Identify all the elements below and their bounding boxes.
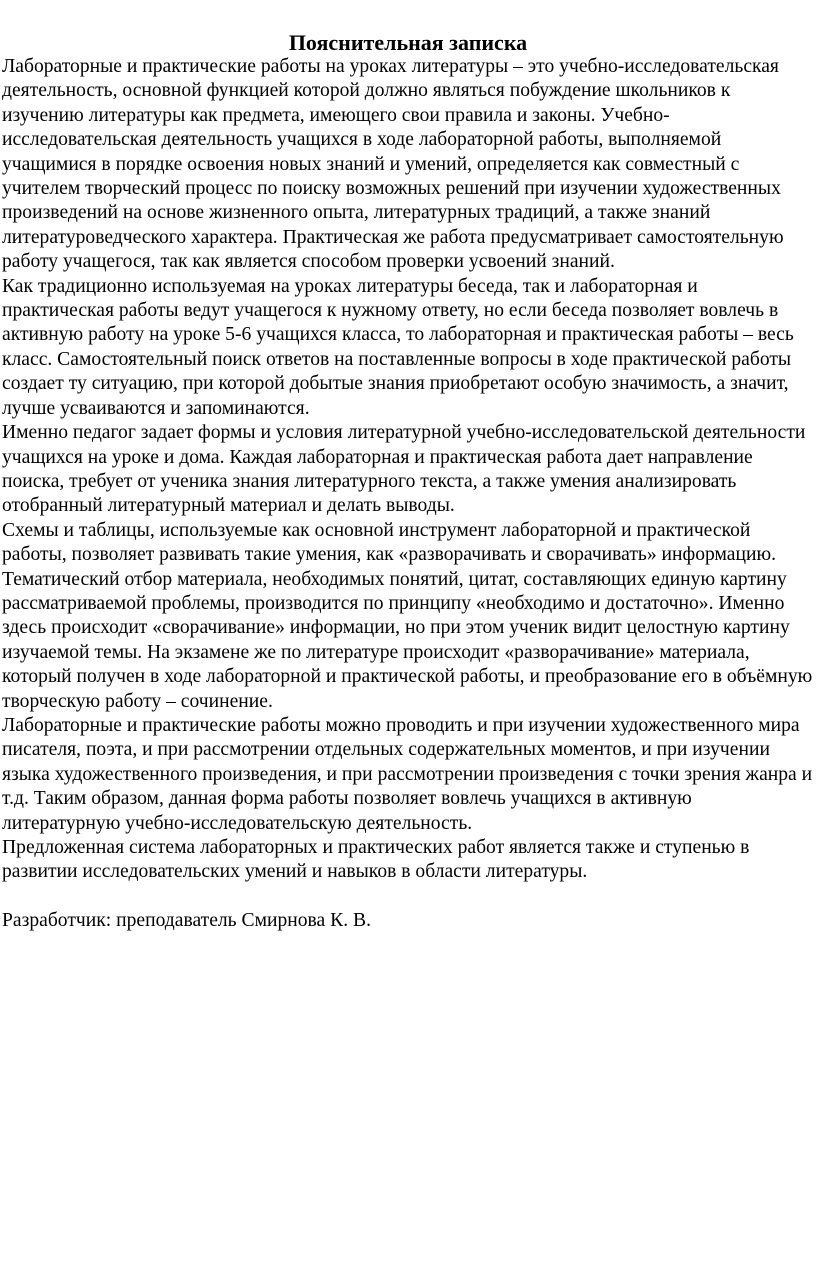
- paragraph-1: Лабораторные и практические работы на уроках литературы – это учебно-исследовательская деятельность, основной функцией которой должно являться побуждение школьников к изучению литературы как предмета, имеющего свои правила и законы. Учебно-исследовательская деятельность учащихся в ходе лабораторной работы, выполняемой учащимися в порядке освоения новых знаний и умений, определяется как совместный с учителем творческий процесс по поиску возможных решений при изучении художественных произведений на основе жизненного опыта, литературных традиций, а также знаний литературоведческого характера. Практическая же работа предусматривает самостоятельную работу учащегося, так как является способом проверки усвоений знаний.: [2, 56, 784, 273]
- document-body: [2, 55, 814, 934]
- paragraph-2: Как традиционно используемая на уроках литературы беседа, так и лабораторная и практическая работы ведут учащегося к нужному ответу, но если беседа позволяет вовлечь в активную работу на уроке 5-6 учащихся класса, то лабораторная и практическая работы – весь класс. Самостоятельный поиск ответов на поставленные вопросы в ходе практической работы создает ту ситуацию, при которой добытые знания приобретают особую значимость, а значит, лучше усваиваются и запоминаются.: [2, 275, 794, 419]
- paragraph-6: Предложенная система лабораторных и практических работ является также и ступенью в развитии исследовательских умений и навыков в области литературы.: [2, 837, 750, 883]
- paragraph-4: Схемы и таблицы, используемые как основной инструмент лабораторной и практической работы, позволяет развивать такие умения, как «разворачивать и сворачивать» информацию. Тематический отбор материала, необходимых понятий, цитат, составляющих единую картину рассматриваемой проблемы, производится по принципу «необходимо и достаточно». Именно здесь происходит «сворачивание» информации, но при этом ученик видит целостную картину изучаемой темы. На экзамене же по литературе происходит «разворачивание» материала, который получен в ходе лабораторной и практической работы, и преобразование его в объёмную творческую работу – сочинение.: [2, 519, 813, 712]
- document-title: Пояснительная записка: [288, 30, 528, 55]
- blank-line: [2, 885, 814, 909]
- paragraph-3: Именно педагог задает формы и условия литературной учебно-исследовательской деятельности учащихся на уроке и дома. Каждая лабораторная и практическая работа дает направление поиска, требует от ученика знания литературного текста, а также умения анализировать отобранный литературный материал и делать выводы.: [2, 422, 806, 517]
- paragraph-5: Лабораторные и практические работы можно проводить и при изучении художественного мира писателя, поэта, и при рассмотрении отдельных содержательных моментов, и при изучении языка художественного произведения, и при рассмотрении произведения с точки зрения жанра и т.д. Таким образом, данная форма работы позволяет вовлечь учащихся в активную литературную учебно-исследовательскую деятельность.: [2, 714, 813, 834]
- author-line: Разработчик: преподаватель Смирнова К. В.: [2, 910, 371, 932]
